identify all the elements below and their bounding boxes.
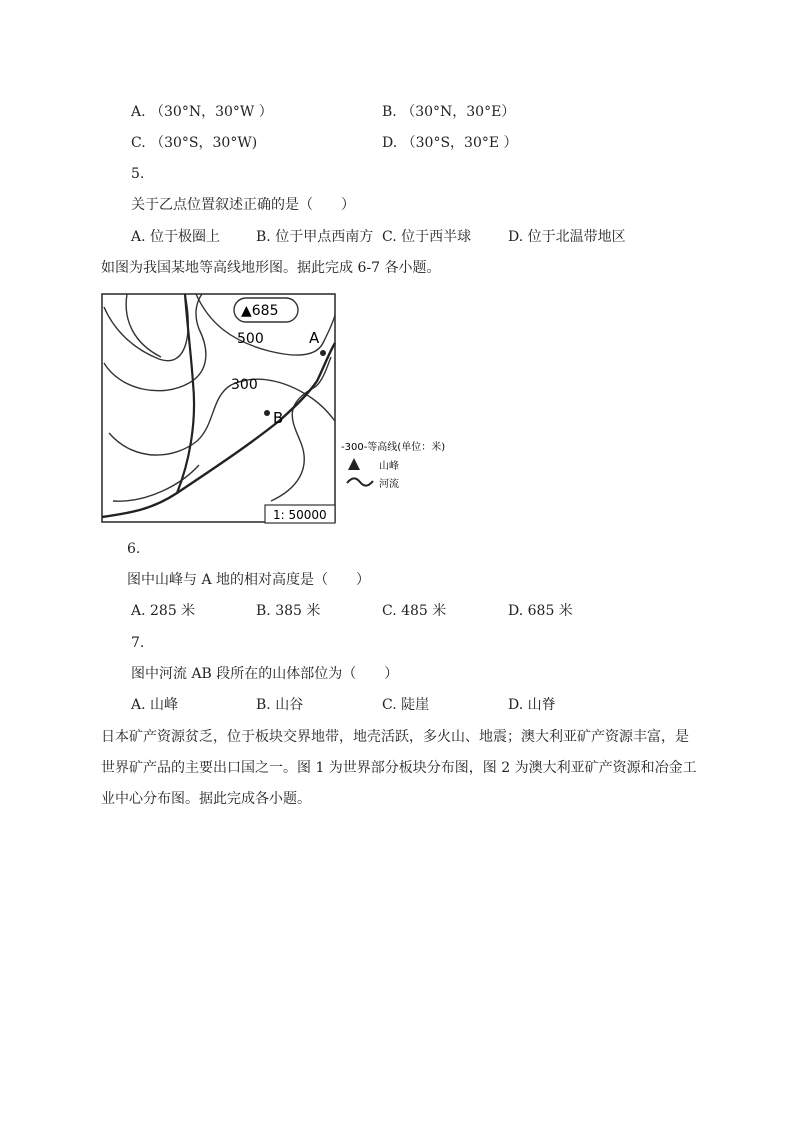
passage-line-3: 业中心分布图。据此完成各小题。 <box>101 791 311 807</box>
contour-line <box>104 294 206 391</box>
q6-option-a: A. 285 米 <box>131 603 196 619</box>
river-tributary <box>177 294 194 493</box>
q7-option-c: C. 陡崖 <box>382 697 430 713</box>
legend-peak: 山峰 <box>379 461 399 472</box>
point-a-marker <box>320 350 326 356</box>
q5-number: 5. <box>131 166 145 182</box>
contour-label-300: 300 <box>231 377 258 393</box>
q4-option-a: A. （30°N，30°W ） <box>131 104 273 120</box>
river-icon <box>347 478 373 485</box>
legend-river: 河流 <box>379 479 399 490</box>
q7-option-b: B. 山谷 <box>256 697 304 713</box>
contour-line <box>126 294 161 357</box>
intro-6-7: 如图为我国某地等高线地形图。据此完成 6-7 各小题。 <box>101 260 441 276</box>
passage-line-1: 日本矿产资源贫乏，位于板块交界地带，地壳活跃，多火山、地震；澳大利亚矿产资源丰富，是 <box>101 729 689 745</box>
q7-option-d: D. 山脊 <box>508 697 556 713</box>
legend-contour: -300-等高线(单位：米) <box>341 442 446 453</box>
contour-label-500: 500 <box>237 331 264 347</box>
q4-option-b: B. （30°N，30°E） <box>382 104 516 120</box>
q6-number: 6. <box>127 541 141 557</box>
q7-stem: 图中河流 AB 段所在的山体部位为（ ） <box>131 666 399 682</box>
point-a-label: A <box>309 329 320 347</box>
contour-line <box>113 465 199 501</box>
q5-option-c: C. 位于西半球 <box>382 229 472 245</box>
scale-label: 1: 50000 <box>273 508 327 522</box>
point-b-marker <box>264 410 270 416</box>
river-line <box>102 343 335 517</box>
passage-line-2: 世界矿产品的主要出口国之一。图 1 为世界部分板块分布图，图 2 为澳大利亚矿产资源和冶金工 <box>101 760 697 776</box>
q5-stem: 关于乙点位置叙述正确的是（ ） <box>131 197 355 213</box>
contour-map <box>101 293 481 525</box>
contour-line <box>271 357 331 501</box>
contour-line <box>104 294 188 361</box>
q4-option-c: C. （30°S，30°W) <box>131 135 258 151</box>
peak-label: ▲685 <box>241 303 279 319</box>
map-frame <box>102 294 335 522</box>
q4-option-d: D. （30°S，30°E ） <box>382 135 518 151</box>
q5-option-a: A. 位于极圈上 <box>131 229 221 245</box>
peak-icon <box>348 458 360 470</box>
q7-option-a: A. 山峰 <box>131 697 179 713</box>
q5-option-d: D. 位于北温带地区 <box>508 229 626 245</box>
q6-stem: 图中山峰与 A 地的相对高度是（ ） <box>127 572 371 588</box>
q6-option-c: C. 485 米 <box>382 603 447 619</box>
q6-option-b: B. 385 米 <box>256 603 321 619</box>
point-b-label: B <box>273 409 284 427</box>
q6-option-d: D. 685 米 <box>508 603 573 619</box>
q7-number: 7. <box>131 635 145 651</box>
q5-option-b: B. 位于甲点西南方 <box>256 229 374 245</box>
